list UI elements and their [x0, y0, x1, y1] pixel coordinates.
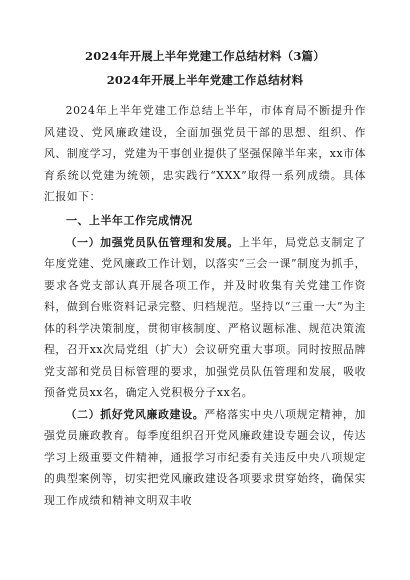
- document-subtitle: 2024年开展上半年党建工作总结材料: [106, 73, 304, 87]
- section-heading: 一、上半年工作完成情况: [66, 213, 193, 227]
- intro-paragraph: 2024年上半年党建工作总结上半年，市体育局不断提升作风建设、党风廉政建设，全面加强党员干部的思想、组织、作风、制度学习，党建为干事创业提供了坚强保障半年来，xx市体育系统以党建为统领，忠实践行“XXX”取得一系列成绩。具体汇报如下：: [44, 104, 366, 203]
- document-title: 2024年开展上半年党建工作总结材料（3篇）: [85, 49, 325, 63]
- item-body-1: 上半年，局党总支制定了年度党建、党风廉政工作计划，以落实“三会一课”制度为抓手，要求各党支部认真开展各项工作，并及时收集有关党建工作资料，做到台账资料记录完整、归档规范。坚持以“三重一大”为主体的科学决策制度，贯彻审核制度、严格议题标准、规范决策流程，召开xx次局党组（扩大）会议研究重大事项。同时按照品牌党支部和党员目标管理的要求，加强党员队伍管理和发展，吸收预备党员xx名，确定入党积极分子xx名。: [44, 235, 366, 399]
- item-heading-1: （一）加强党员队伍管理和发展。: [65, 235, 239, 249]
- item-heading-2: （二）抓好党风廉政建设。: [65, 407, 205, 421]
- item-paragraph-1: [44, 232, 366, 404]
- item-body-2: 严格落实中央八项规定精神，加强党员廉政教育。每季度组织召开党风廉政建设专题会议，传达学习上级重要文件精神，通报学习市纪委有关违反中央八项规定的典型案例等，切实把党风廉政建设各项要求贯穿始终，确保实现工作成绩和精神文明双丰收: [44, 407, 366, 507]
- item-paragraph-2: [44, 404, 366, 512]
